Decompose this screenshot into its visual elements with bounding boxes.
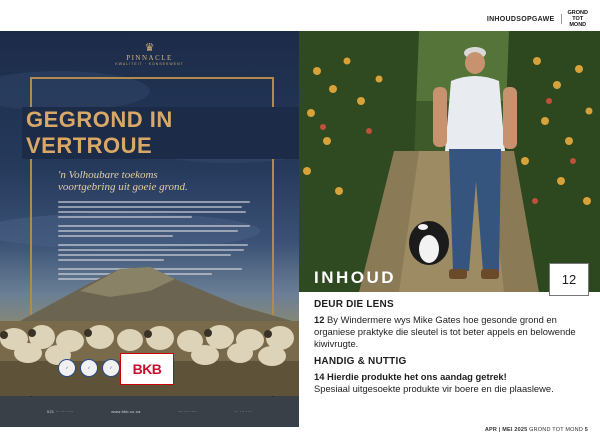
certification-badge-icon: ✓ xyxy=(80,359,98,377)
bkb-logo xyxy=(120,353,174,385)
tagline-line-1: 'n Volhoubare toekoms xyxy=(58,169,158,181)
toc-section-heading: HANDIG & NUTTIG xyxy=(314,356,407,367)
logo-line-3: MOND xyxy=(569,22,587,28)
orchard-photo xyxy=(299,31,600,292)
toc-entry-text: By Windermere wys Mike Gates hoe gesonde grond en organiese praktyke die sleutel is tot beter appels en belowende kiwivrugte. xyxy=(314,314,576,349)
footer-magazine: GROND TOT MOND xyxy=(529,427,583,433)
toc-entry-page: 14 xyxy=(314,371,325,382)
certification-badge-icon: ✓ xyxy=(58,359,76,377)
contact-cell: ··· ··· ···· xyxy=(178,409,197,414)
section-title: INHOUDSOPGAWE xyxy=(486,15,555,23)
ad-contact-bar xyxy=(0,396,299,427)
brand-name: PINNACLE xyxy=(126,54,173,62)
footer-page-number: 5 xyxy=(584,427,588,433)
tagline-line-2: voortgebring uit goeie grond. xyxy=(58,181,188,193)
ad-brand xyxy=(0,43,299,67)
running-header xyxy=(487,10,588,28)
certification-badge-icon: ✓ xyxy=(102,359,120,377)
contact-cell: 021 ··· ··· ···· xyxy=(46,409,74,414)
ad-headline: GEGROND IN VERTROUE xyxy=(22,107,299,159)
certification-badges xyxy=(58,359,120,377)
crown-icon: ♛ xyxy=(144,42,155,54)
footer-issue: APR | MEI 2025 xyxy=(484,427,528,433)
contents-label: INHOUD xyxy=(314,268,397,287)
brand-sub: KWALITEIT · KONSEKWENT xyxy=(115,62,184,66)
toc-entry[interactable] xyxy=(314,371,590,395)
contact-cell: www.bkb.co.za xyxy=(111,409,141,414)
logo-line-1: GROND xyxy=(567,10,588,16)
advertisement xyxy=(0,31,299,414)
magazine-logo xyxy=(568,10,588,28)
toc-entry-text: Spesiaal uitgesoekte produkte vir boere en die plaaslewe. xyxy=(314,383,554,394)
contact-cell: ··· ··· ···· xyxy=(234,409,253,414)
toc-entry-page: 12 xyxy=(314,314,325,325)
featured-page-number: 12 xyxy=(549,263,589,296)
bkb-logo-mark: BKB xyxy=(132,361,162,377)
header-divider xyxy=(561,14,562,24)
logo-line-2: TOT xyxy=(572,16,584,22)
toc-entry[interactable] xyxy=(314,314,590,350)
page-footer xyxy=(485,427,588,433)
toc-entry-title: Hierdie produkte het ons aandag getrek! xyxy=(327,371,507,382)
table-of-contents xyxy=(314,298,590,395)
ad-tagline xyxy=(58,169,258,193)
toc-section-heading: DEUR DIE LENS xyxy=(314,299,394,310)
